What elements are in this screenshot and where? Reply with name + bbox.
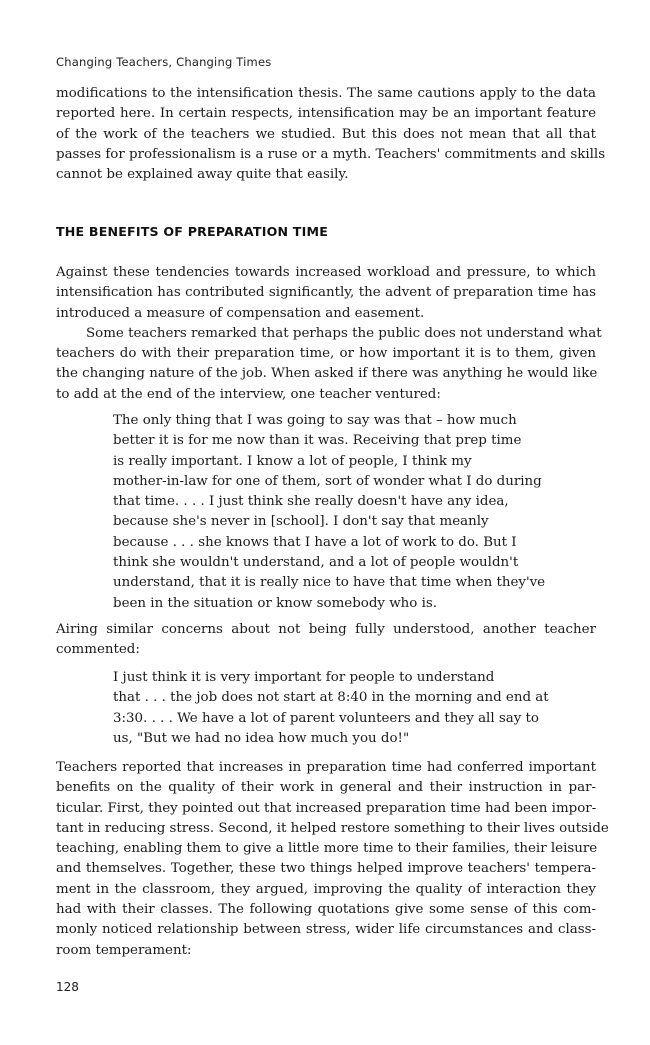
text-line: commented: [56,642,140,658]
paragraph-airing [56,620,596,661]
text-line: Some teachers remarked that perhaps the public does not understand what [86,325,602,341]
quote-line: that . . . the job does not start at 8:40 in the morning and end at [113,690,549,706]
text-line: teaching, enabling them to give a little more time to their families, their leisure [56,841,598,857]
text-line: to add at the end of the interview, one teacher ventured: [56,386,441,402]
paragraph-benefits [56,263,602,405]
quote-line: is really important. I know a lot of people, I think my [113,453,472,469]
text-line: passes for professionalism is a ruse or a myth. Teachers' commitments and skills [56,146,606,162]
text-line: teachers do with their preparation time, or how important it is to them, given [56,346,596,362]
text-line: ment in the classroom, they argued, improving the quality of interaction they [56,881,596,897]
text-line: the changing nature of the job. When asked if there was anything he would like [56,366,598,382]
text-line: introduced a measure of compensation and easement. [56,305,425,321]
quote-line: better it is for me now than it was. Receiving that prep time [113,433,522,449]
quote-line: mother-in-law for one of them, sort of wonder what I do during [113,473,542,489]
text-line: Teachers reported that increases in preparation time had conferred important [56,760,596,775]
block-quote-2 [113,668,573,749]
text-line: intensification has contributed significantly, the advent of preparation time has [56,285,596,301]
text-line: benefits on the quality of their work in general and their instruction in par- [56,780,596,796]
quote-line: that time. . . . I just think she really doesn't have any idea, [113,494,509,510]
quote-line: been in the situation or know somebody who is. [113,595,438,611]
text-line: Airing similar concerns about not being fully understood, another teacher [56,622,596,637]
text-line: of the work of the teachers we studied. But this does not mean that all that [56,126,596,142]
quote-line: The only thing that I was going to say was that – how much [113,413,517,428]
text-line: and themselves. Together, these two things helped improve teachers' tempera- [56,861,596,877]
paragraph-intro [56,84,606,185]
quote-line: us, "But we had no idea how much you do!" [113,730,410,746]
page-number: 128 [56,980,79,994]
paragraph-reported [56,758,609,961]
quote-line: understand, that it is really nice to have that time when they've [113,575,546,591]
text-line: had with their classes. The following quotations give some sense of this com- [56,902,596,918]
text-line: room temperament: [56,942,192,958]
running-head: Changing Teachers, Changing Times [56,55,272,69]
text-line: modifications to the intensification thesis. The same cautions apply to the data [56,86,596,101]
text-line: tant in reducing stress. Second, it helped restore something to their lives outside [56,820,609,836]
quote-line: because . . . she knows that I have a lot of work to do. But I [113,534,517,550]
section-heading: THE BENEFITS OF PREPARATION TIME [56,224,329,239]
quote-line: think she wouldn't understand, and a lot of people wouldn't [113,555,519,571]
text-line: reported here. In certain respects, intensification may be an important feature [56,106,596,122]
text-line: Against these tendencies towards increased workload and pressure, to which [56,265,596,280]
text-line: cannot be explained away quite that easily. [56,167,349,183]
quote-line: because she's never in [school]. I don't say that meanly [113,514,489,530]
text-line: monly noticed relationship between stress, wider life circumstances and class- [56,922,596,938]
quote-line: I just think it is very important for people to understand [113,670,495,685]
quote-line: 3:30. . . . We have a lot of parent volunteers and they all say to [113,710,539,726]
text-line: ticular. First, they pointed out that increased preparation time had been impor- [56,800,597,816]
block-quote-1 [113,411,573,614]
